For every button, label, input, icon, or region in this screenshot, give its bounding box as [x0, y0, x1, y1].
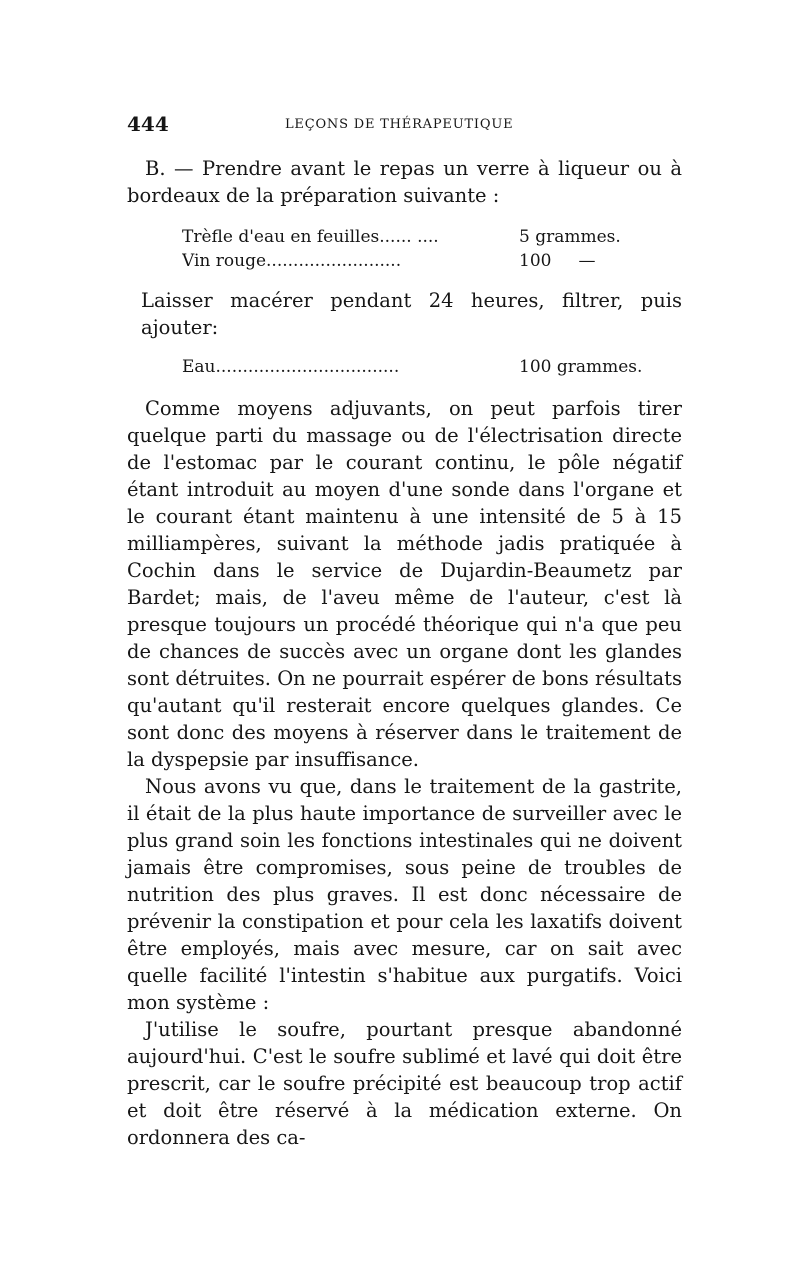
recipe-item: Trèfle d'eau en feuilles...... .... [182, 227, 439, 247]
running-title: LEÇONS DE THÉRAPEUTIQUE [285, 117, 514, 132]
addition-row [182, 355, 682, 379]
page-header [127, 112, 687, 142]
page-body [127, 155, 682, 1151]
recipe-row [182, 249, 682, 273]
recipe-quantity: 5 grammes. [519, 227, 621, 247]
paragraph-intestinal: Nous avons vu que, dans le traitement de la gastrite, il était de la plus haute importance de surveiller avec le plus grand soin les fonctions intestinales qui ne doivent jamais être compromises, sous peine de troubles de nutrition des plus graves. Il est donc nécessaire de prévenir la constipation et pour cela les laxatifs doivent être employés, mais avec mesure, car on sait avec quelle facilité l'intestin s'habitue aux purgatifs. Voici mon système : [127, 775, 682, 1014]
page-number: 444 [127, 112, 169, 136]
addition-item: Eau.................................. [182, 357, 400, 377]
paragraph-adjuvants: Comme moyens adjuvants, on peut parfois tirer quelque parti du massage ou de l'électrisation directe de l'estomac par le courant continu, le pôle négatif étant introduit au moyen d'une sonde dans l'organe et le courant étant maintenu à une intensité de 5 à 15 milliampères, suivant la méthode jadis pratiquée à Cochin dans le service de Dujardin-Beaumetz par Bardet; mais, de l'aveu même de l'auteur, c'est là presque toujours un procédé théorique qui n'a que peu de chances de succès avec un organe dont les glandes sont détruites. On ne pourrait espérer de bons résultats qu'autant qu'il resterait encore quelques glandes. Ce sont donc des moyens à réserver dans le traitement de la dyspepsie par insuffisance. [127, 397, 682, 771]
recipe-quantity: 100 — [519, 251, 596, 271]
recipe-row [182, 225, 682, 249]
maceration-note: Laisser macérer pendant 24 heures, filtrer, puis ajouter: [141, 289, 682, 339]
paragraph-soufre: J'utilise le soufre, pourtant presque abandonné aujourd'hui. C'est le soufre sublimé et lavé qui doit être prescrit, car le soufre précipité est beaucoup trop actif et doit être réservé à la médication externe. On ordonnera des ca- [127, 1018, 682, 1149]
addition-quantity: 100 grammes. [519, 357, 643, 377]
recipe-table [182, 225, 682, 273]
recipe-item: Vin rouge......................... [182, 251, 402, 271]
intro-paragraph: B. — Prendre avant le repas un verre à liqueur ou à bordeaux de la préparation suivante : [127, 157, 682, 207]
